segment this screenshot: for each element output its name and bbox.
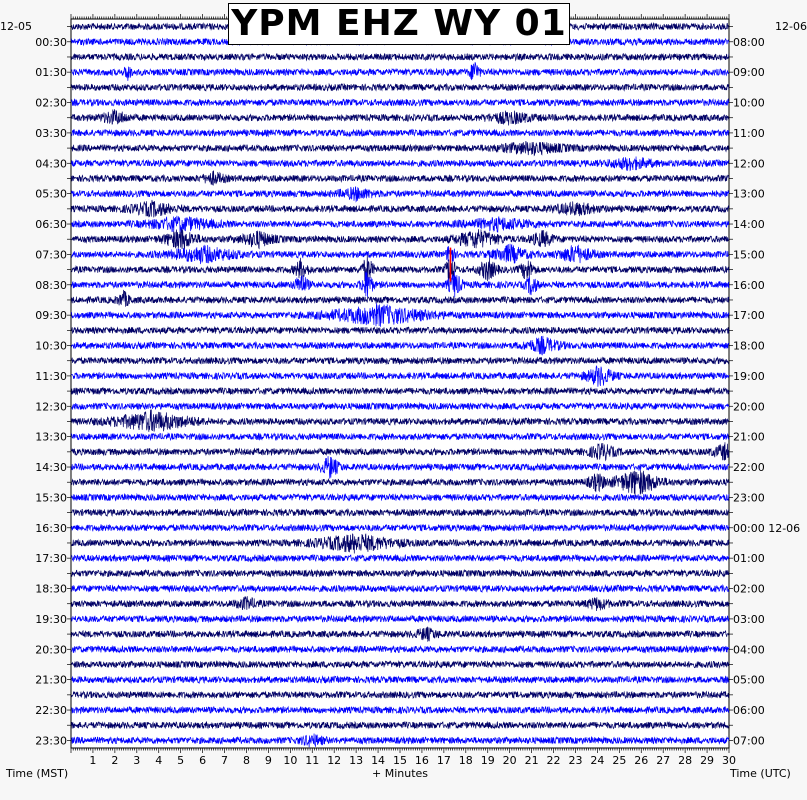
x-tick-label: 13: [349, 754, 364, 767]
left-hour-label: 03:30: [35, 126, 67, 140]
right-hour-label: 06:00: [733, 704, 765, 718]
left-hour-label: 12:30: [35, 400, 67, 414]
x-tick-label: 7: [221, 754, 229, 767]
x-tick-label: 26: [634, 754, 649, 767]
left-hour-label: 19:30: [35, 612, 67, 626]
right-date-label: 12-06: [775, 20, 807, 33]
x-tick-label: 30: [722, 754, 736, 767]
x-tick-label: 29: [700, 754, 715, 767]
left-hour-label: 15:30: [35, 491, 67, 505]
left-hour-label: 17:30: [35, 552, 67, 566]
left-axis-label: Time (MST): [6, 767, 69, 780]
x-tick-label: 12: [327, 754, 342, 767]
x-tick-label: 4: [155, 754, 163, 767]
right-hour-label: 16:00: [733, 278, 765, 292]
right-hour-label: 05:00: [733, 673, 765, 687]
left-date-label: 12-05: [0, 20, 32, 33]
x-tick-label: 5: [177, 754, 185, 767]
right-hour-label: 14:00: [733, 218, 765, 232]
right-hour-label: 13:00: [733, 187, 765, 201]
chart-title: YPM EHZ WY 01: [231, 3, 567, 44]
left-hour-label: 21:30: [35, 673, 67, 687]
left-hour-label: 02:30: [35, 96, 67, 110]
x-tick-label: 24: [590, 754, 605, 767]
x-tick-label: 10: [283, 754, 298, 767]
left-hour-label: 16:30: [35, 521, 67, 535]
left-hour-label: 09:30: [35, 309, 67, 323]
right-hour-label: 02:00: [733, 582, 765, 596]
left-hour-label: 22:30: [35, 704, 67, 718]
right-hour-label: 11:00: [733, 126, 765, 140]
right-hour-label: 09:00: [733, 66, 765, 80]
left-hour-label: 04:30: [35, 157, 67, 171]
left-hour-label: 07:30: [35, 248, 67, 262]
right-hour-label: 23:00: [733, 491, 765, 505]
right-hour-label: 18:00: [733, 339, 765, 353]
x-tick-label: 21: [524, 754, 539, 767]
right-axis-label: Time (UTC): [730, 767, 791, 780]
left-hour-label: 10:30: [35, 339, 67, 353]
right-hour-label: 08:00: [733, 35, 765, 49]
right-hour-label: 12:00: [733, 157, 765, 171]
right-hour-label: 10:00: [733, 96, 765, 110]
x-tick-label: 9: [264, 754, 272, 767]
x-tick-label: 25: [612, 754, 627, 767]
right-hour-label: 00:00 12-06: [733, 521, 801, 535]
x-tick-label: 23: [568, 754, 583, 767]
right-hour-label: 17:00: [733, 309, 765, 323]
right-hour-label: 19:00: [733, 369, 765, 383]
x-tick-label: 15: [393, 754, 407, 767]
x-tick-label: 22: [546, 754, 561, 767]
x-tick-label: 16: [414, 754, 429, 767]
x-tick-label: 8: [242, 754, 250, 767]
right-hour-label: 04:00: [733, 643, 765, 657]
right-hour-label: 20:00: [733, 400, 765, 414]
left-hour-label: 05:30: [35, 187, 67, 201]
left-hour-label: 06:30: [35, 218, 67, 232]
right-hour-label: 15:00: [733, 248, 765, 262]
x-tick-label: 18: [458, 754, 473, 767]
x-tick-label: 27: [656, 754, 671, 767]
right-hour-label: 03:00: [733, 612, 765, 626]
x-tick-label: 6: [199, 754, 207, 767]
x-tick-label: 19: [480, 754, 495, 767]
x-axis-label: + Minutes: [372, 767, 429, 780]
title-box: [228, 3, 570, 45]
left-hour-label: 00:30: [35, 35, 67, 49]
x-tick-label: 2: [111, 754, 119, 767]
left-hour-label: 08:30: [35, 278, 67, 292]
right-hour-label: 21:00: [733, 430, 765, 444]
left-hour-label: 20:30: [35, 643, 67, 657]
left-hour-label: 13:30: [35, 430, 67, 444]
left-hour-label: 11:30: [35, 369, 67, 383]
x-tick-label: 3: [133, 754, 141, 767]
x-tick-label: 11: [305, 754, 320, 767]
left-hour-label: 23:30: [35, 734, 67, 748]
right-hour-label: 01:00: [733, 552, 765, 566]
right-hour-label: 07:00: [733, 734, 765, 748]
x-tick-label: 17: [436, 754, 451, 767]
right-hour-label: 22:00: [733, 461, 765, 475]
x-tick-label: 20: [502, 754, 517, 767]
x-tick-label: 14: [371, 754, 386, 767]
left-hour-label: 18:30: [35, 582, 67, 596]
plot-area: [71, 19, 729, 748]
left-hour-label: 01:30: [35, 66, 67, 80]
x-tick-label: 28: [678, 754, 693, 767]
x-tick-label: 1: [89, 754, 97, 767]
left-hour-label: 14:30: [35, 461, 67, 475]
